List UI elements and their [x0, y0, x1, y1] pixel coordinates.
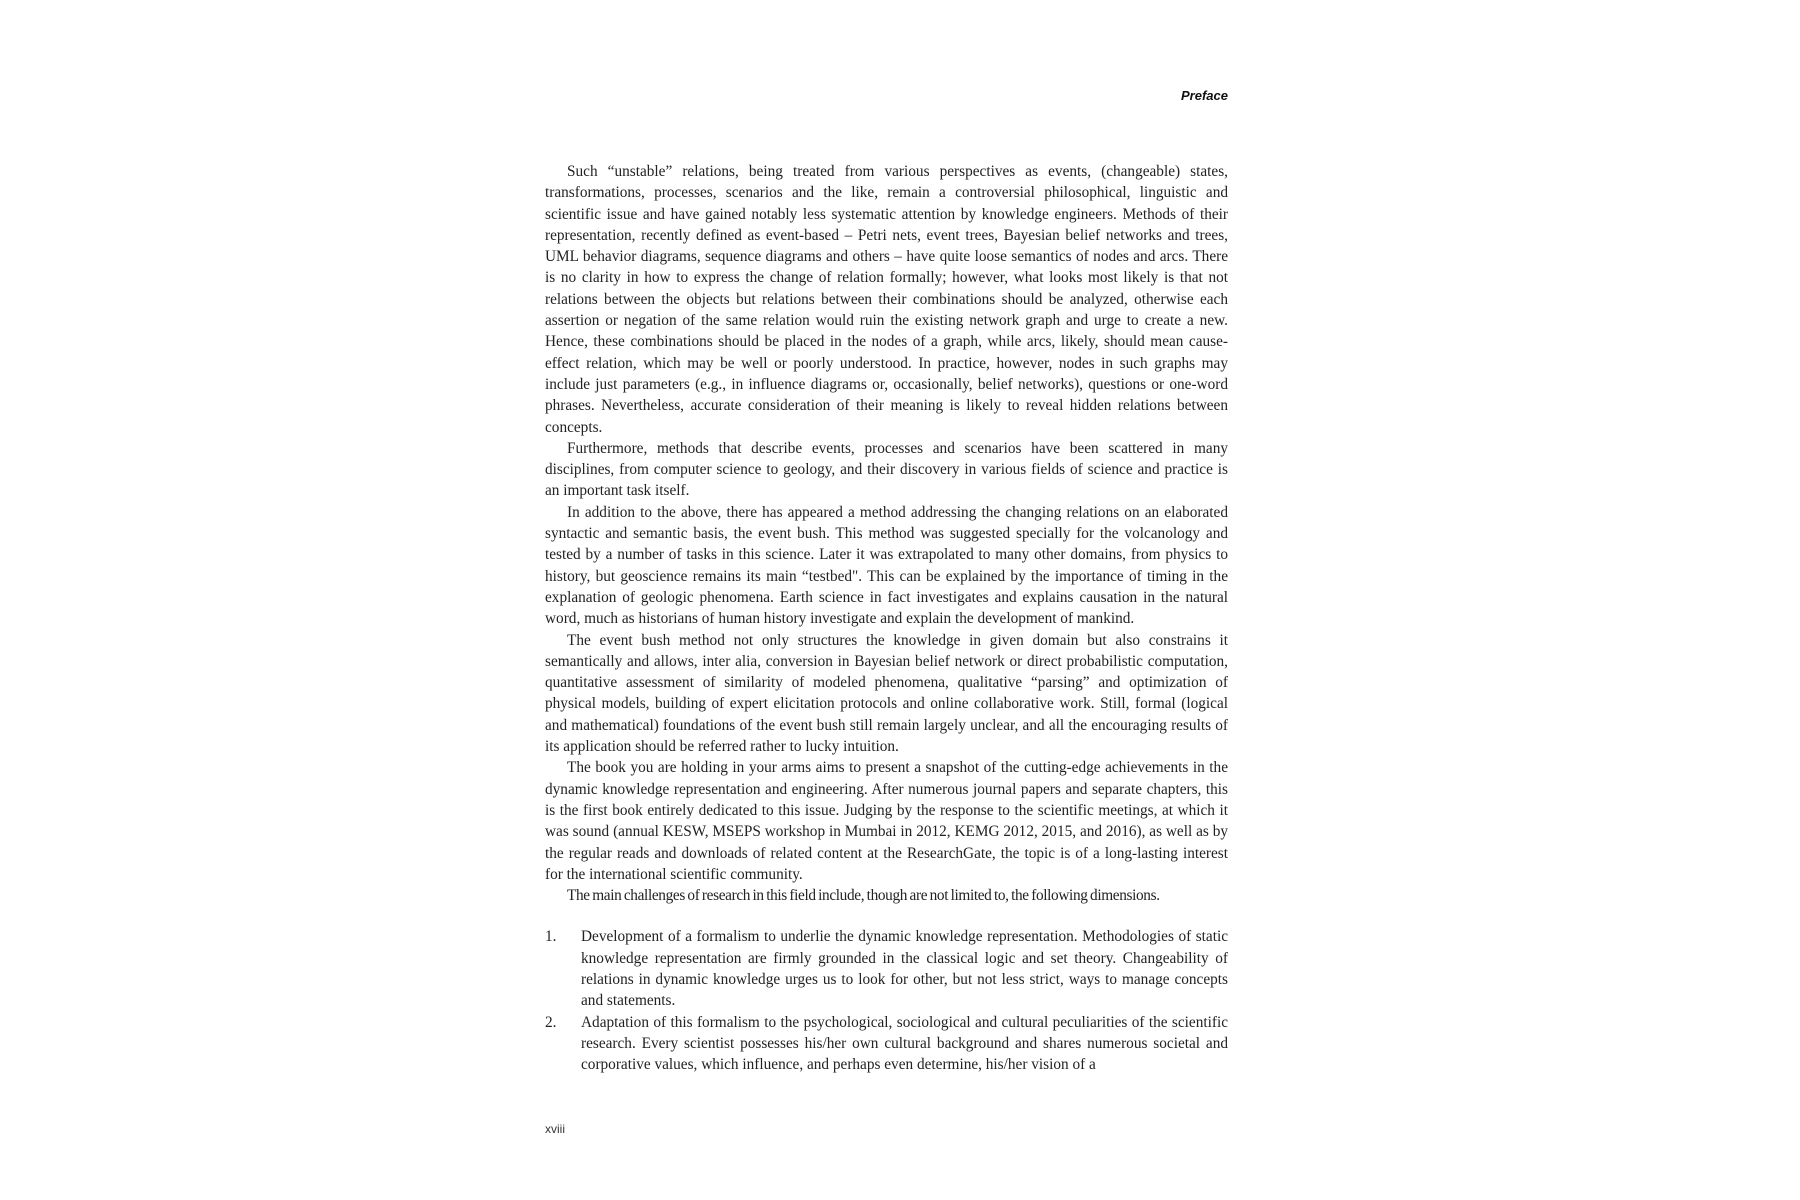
list-item — [545, 1012, 1228, 1076]
list-item-text: Development of a formalism to underlie the dynamic knowledge representation. Methodologies of static knowledge representation are firmly grounded in the classical logic and set theory. Changeability of relations in dynamic knowledge urges us to look for other, but not less strict, ways to manage concepts and statements. — [581, 928, 1228, 1010]
list-item-number: 1. — [545, 928, 557, 946]
paragraph: The book you are holding in your arms aims to present a snapshot of the cutting-edge achievements in the dynamic knowledge representation and engineering. After numerous journal papers and separate chapters, this is the first book entirely dedicated to this issue. Judging by the response to the scientific meetings, at which it was sound (annual KESW, MSEPS workshop in Mumbai in 2012, KEMG 2012, 2015, and 2016), as well as by the regular reads and downloads of related content at the ResearchGate, the topic is of a long-lasting interest for the international scientific community. — [545, 759, 1228, 883]
paragraph: The event bush method not only structures the knowledge in given domain but also constrains it semantically and allows, inter alia, conversion in Bayesian belief network or direct probabilistic computation, quantitative assessment of similarity of modeled phenomena, qualitative “parsing” and optimization of physical models, building of expert elicitation protocols and online collaborative work. Still, formal (logical and mathematical) foundations of the event bush still remain largely unclear, and all the encouraging results of its application should be referred rather to lucky intuition. — [545, 631, 1228, 756]
running-header: Preface — [1181, 88, 1228, 103]
list-item — [545, 926, 1228, 1011]
paragraph: Such “unstable” relations, being treated from various perspectives as events, (changeable) states, transformations, processes, scenarios and the like, remain a controversial philosophical, linguistic and scientific issue and have gained notably less systematic attention by knowledge engineers. Methods of their representation, recently defined as event-based – Petri nets, event trees, Bayesian belief networks and trees, UML behavior diagrams, sequence diagrams and others – have quite loose semantics of nodes and arcs. There is no clarity in how to express the change of relation formally; however, what looks most likely is that not relations between the objects but relations between their combinations should be analyzed, otherwise each assertion or negation of the same relation would ruin the existing network graph and urge to create a new. Hence, these combinations should be placed in the nodes of a graph, while arcs, likely, should mean cause-effect relation, which may be well or poorly understood. In practice, however, nodes in such graphs may include just parameters (e.g., in influence diagrams or, occasionally, belief networks), questions or one-word phrases. Nevertheless, accurate consideration of their meaning is likely to reveal hidden relations between concepts. — [545, 163, 1228, 436]
list-item-text: Adaptation of this formalism to the psychological, sociological and cultural peculiarities of the scientific research. Every scientist possesses his/her own cultural background and shares numerous societal and corporative values, which influence, and perhaps even determine, his/her vision of a — [581, 1013, 1228, 1074]
paragraph: The main challenges of research in this field include, though are not limited to, the following dimensions. — [567, 887, 1160, 905]
paragraph: In addition to the above, there has appeared a method addressing the changing relations on an elaborated syntactic and semantic basis, the event bush. This method was suggested specially for the volcanology and tested by a number of tasks in this science. Later it was extrapolated to many other domains, from physics to history, but geoscience remains its main “testbed". This can be explained by the importance of timing in the explanation of geologic phenomena. Earth science in fact investigates and explains causation in the natural word, much as historians of human history investigate and explain the development of mankind. — [545, 503, 1228, 628]
page-number: xviii — [545, 1122, 565, 1136]
book-page — [545, 0, 1228, 1200]
page-body — [545, 161, 1228, 1075]
list-item-number: 2. — [545, 1013, 557, 1031]
numbered-list — [545, 926, 1228, 1075]
paragraph: Furthermore, methods that describe events, processes and scenarios have been scattered in many disciplines, from computer science to geology, and their discovery in various fields of science and practice is an important task itself. — [545, 439, 1228, 500]
